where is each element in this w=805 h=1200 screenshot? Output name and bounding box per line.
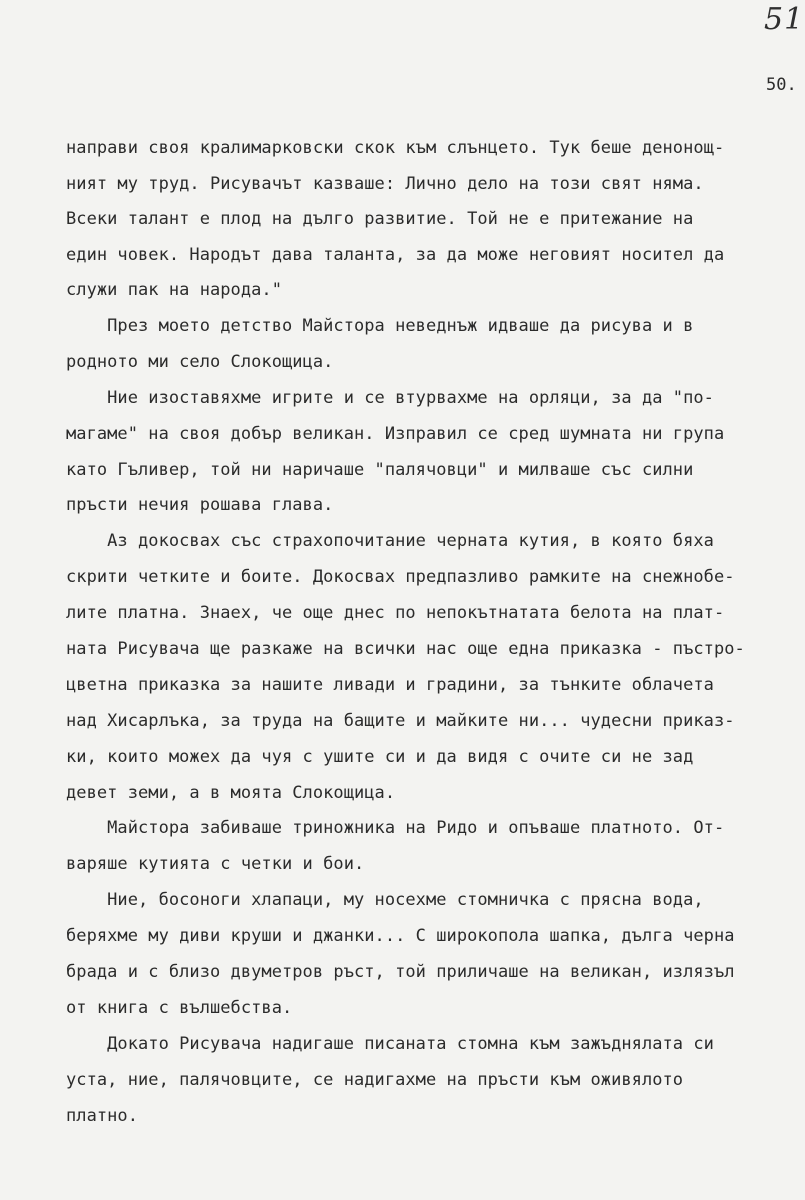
- text-line: пръсти нечия рошава глава.: [66, 495, 334, 515]
- text-line: Аз докосвах със страхопочитание черната кутия, в която бяха: [66, 531, 714, 551]
- text-line: скрити четките и боите. Докосвах предпазливо рамките на снежнобе-: [66, 567, 735, 587]
- text-line: родното ми село Слокощица.: [66, 352, 334, 372]
- text-line: от книга с вълшебства.: [66, 998, 293, 1018]
- text-line: като Гъливер, той ни наричаше "палячовци" и милваше със силни: [66, 460, 694, 480]
- text-line: лите платна. Знаех, че още днес по непокътнатата белота на плат-: [66, 603, 725, 623]
- text-line: варяше кутията с четки и бои.: [66, 854, 365, 874]
- text-line: ната Рисувача ще разкаже на всички нас още една приказка - пъстро-: [66, 639, 745, 659]
- text-line: цветна приказка за нашите ливади и градини, за тънките облачета: [66, 675, 714, 695]
- text-line: Всеки талант е плод на дълго развитие. Той не е притежание на: [66, 209, 694, 229]
- text-line: беряхме му диви круши и джанки... С широкопола шапка, дълга черна: [66, 926, 735, 946]
- text-line: брада и с близо двуметров ръст, той приличаше на великан, излязъл: [66, 962, 735, 982]
- text-line: През моето детство Майстора неведнъж идваше да рисува и в: [66, 316, 694, 336]
- text-line: служи пак на народа.": [66, 280, 282, 300]
- text-line: ният му труд. Рисувачът казваше: Лично дело на този свят няма.: [66, 174, 704, 194]
- text-line: над Хисарлъка, за труда на бащите и майките ни... чудесни приказ-: [66, 711, 735, 731]
- text-line: един човек. Народът дава таланта, за да може неговият носител да: [66, 245, 725, 265]
- handwritten-page-number: 51: [764, 2, 805, 37]
- text-line: Ние, босоноги хлапаци, му носехме стомничка с прясна вода,: [66, 890, 704, 910]
- text-line: Майстора забиваше триножника на Ридо и опъваше платното. От-: [66, 818, 725, 838]
- text-line: уста, ние, палячовците, се надигахме на пръсти към оживялото: [66, 1070, 684, 1090]
- text-line: Ние изоставяхме игрите и се втурвахме на орляци, за да "по-: [66, 388, 714, 408]
- text-line: магаме" на своя добър великан. Изправил се сред шумната ни група: [66, 424, 725, 444]
- text-line: платно.: [66, 1106, 138, 1126]
- text-line: ки, които можех да чуя с ушите си и да видя с очите си не зад: [66, 747, 694, 767]
- text-line: направи своя кралимарковски скок към слънцето. Тук беше денонощ-: [66, 138, 725, 158]
- text-line: девет земи, а в моята Слокощица.: [66, 783, 396, 803]
- text-line: Докато Рисувача надигаше писаната стомна към зажъднялата си: [66, 1034, 714, 1054]
- typed-page-number: 50.: [766, 75, 797, 95]
